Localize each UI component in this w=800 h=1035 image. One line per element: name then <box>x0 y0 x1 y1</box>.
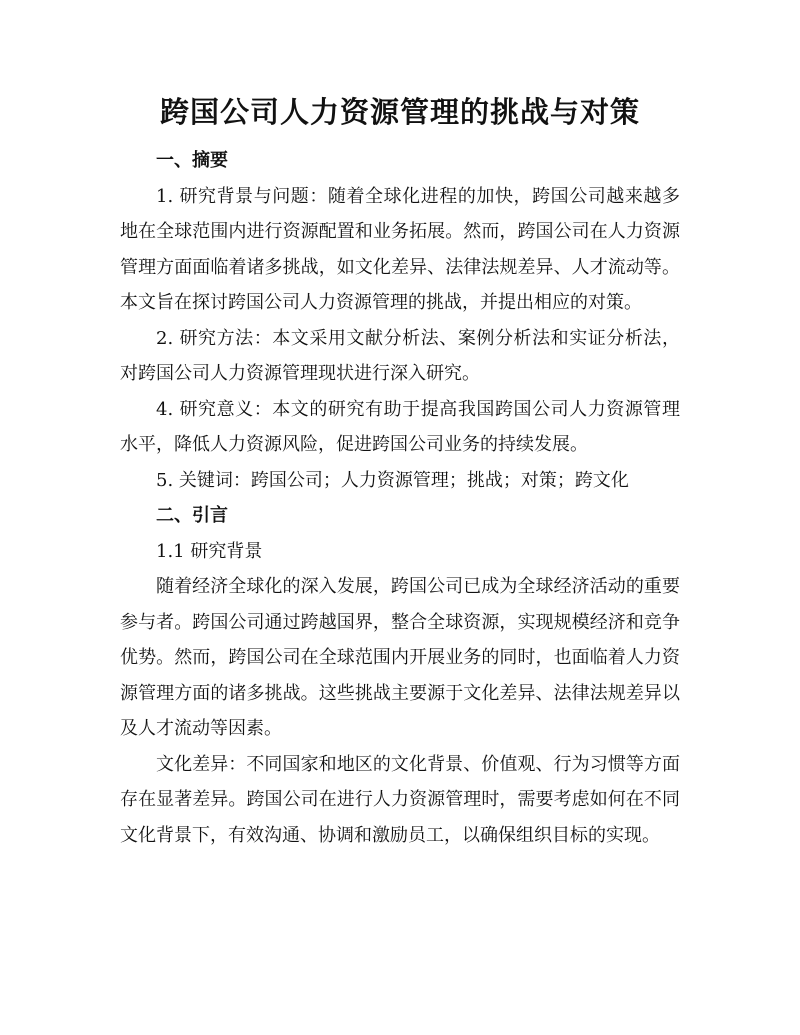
section-heading-abstract: 一、摘要 <box>156 150 228 171</box>
background-paragraph: 随着经济全球化的深入发展，跨国公司已成为全球经济活动的重要参与者。跨国公司通过跨越国界，整合全球资源，实现规模经济和竞争优势。然而，跨国公司在全球范围内开展业务的同时，也面临着人力资源管理方面的诸多挑战。这些挑战主要源于文化差异、法律法规差异以及人才流动等因素。 <box>120 576 680 739</box>
document-body <box>120 143 680 853</box>
cultural-difference-paragraph: 文化差异：不同国家和地区的文化背景、价值观、行为习惯等方面存在显著差异。跨国公司在进行人力资源管理时，需要考虑如何在不同文化背景下，有效沟通、协调和激励员工，以确保组织目标的实现。 <box>120 753 680 846</box>
abstract-item-2: 2. 研究方法：本文采用文献分析法、案例分析法和实证分析法，对跨国公司人力资源管理现状进行深入研究。 <box>120 327 680 384</box>
document-title: 跨国公司人力资源管理的挑战与对策 <box>159 95 640 129</box>
subsection-heading-background: 1.1 研究背景 <box>156 540 263 562</box>
abstract-keywords: 5. 关键词：跨国公司；人力资源管理；挑战；对策；跨文化 <box>156 469 629 491</box>
abstract-item-1: 1. 研究背景与问题：随着全球化进程的加快，跨国公司越来越多地在全球范围内进行资源配置和业务拓展。然而，跨国公司在人力资源管理方面面临着诸多挑战，如文化差异、法律法规差异、人才流动等。本文旨在探讨跨国公司人力资源管理的挑战，并提出相应的对策。 <box>120 185 680 313</box>
section-heading-introduction: 二、引言 <box>156 505 228 526</box>
abstract-item-4: 4. 研究意义：本文的研究有助于提高我国跨国公司人力资源管理水平，降低人力资源风险，促进跨国公司业务的持续发展。 <box>120 398 680 455</box>
